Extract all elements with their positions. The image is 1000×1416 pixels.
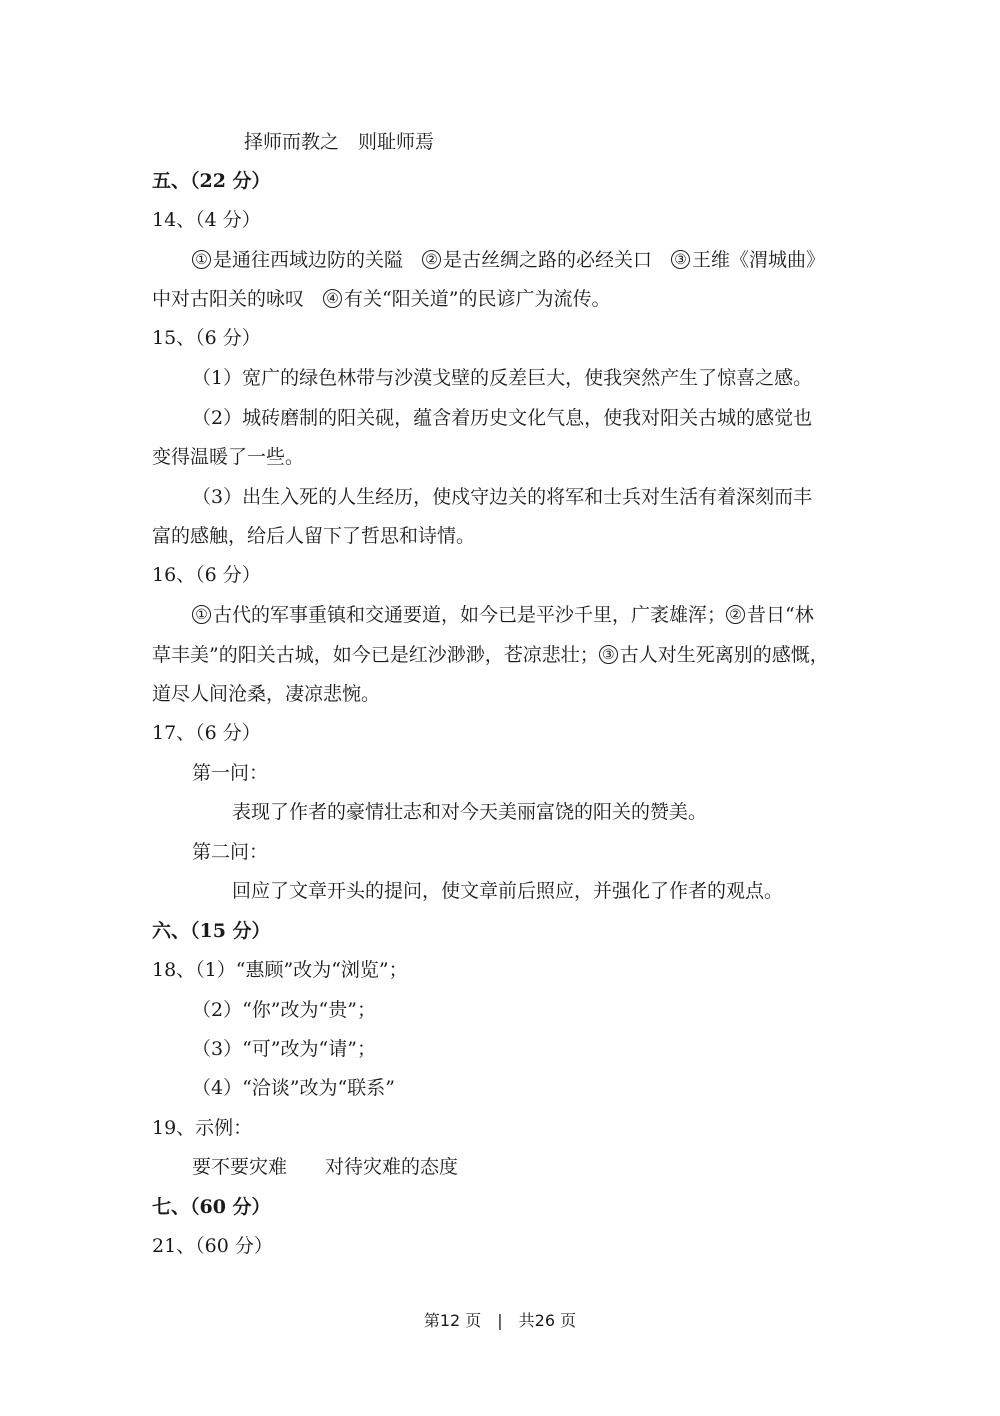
question-16-answer-line-1: ① 古代的军事重镇和交通要道，如今已是平沙千里，广袤雄浑； ② 昔日“林 <box>192 602 814 628</box>
section-five-heading: 五、（22 分） <box>152 170 271 192</box>
question-15-answer-2b: 变得温暖了一些。 <box>152 446 305 468</box>
question-15-answer-2a: （2）城砖磨制的阳关砚，蕴含着历史文化气息，使我对阳关古城的感觉也 <box>192 407 813 429</box>
question-19-answer: 要不要灾难 对待灾难的态度 <box>192 1156 459 1178</box>
question-15-answer-3a: （3）出生入死的人生经历，使戍守边关的将军和士兵对生活有着深刻而丰 <box>192 486 813 508</box>
question-18-answer-4: （4）“洽谈”改为“联系” <box>192 1077 395 1099</box>
question-18-answer-1: 18、（1）“惠顾”改为“浏览”； <box>152 959 408 981</box>
question-17-part-2-answer: 回应了文章开头的提问，使文章前后照应，并强化了作者的观点。 <box>232 880 784 902</box>
question-15-heading: 15、（6 分） <box>152 327 261 349</box>
circled-number: ② <box>726 605 745 624</box>
question-14-answer-line-1: ① 是通往西域边防的关隘 ② 是古丝绸之路的必经关口 ③ 王维《渭城曲》 <box>192 247 825 273</box>
question-21-heading: 21、（60 分） <box>152 1235 273 1257</box>
question-18-answer-2: （2）“你”改为“贵”； <box>192 999 376 1021</box>
circled-number: ③ <box>671 250 690 269</box>
question-17-heading: 17、（6 分） <box>152 722 261 744</box>
question-17-part-2-label: 第二问： <box>192 841 269 863</box>
page-footer: 第12 页 | 共26 页 <box>423 1311 577 1330</box>
circled-number: ① <box>192 605 211 624</box>
question-15-answer-1: （1）宽广的绿色林带与沙漠戈壁的反差巨大，使我突然产生了惊喜之感。 <box>192 367 813 389</box>
question-14-heading: 14、（4 分） <box>152 209 261 231</box>
question-16-answer-line-3: 道尽人间沧桑，凄凉悲惋。 <box>152 683 381 705</box>
circled-number: ② <box>422 250 441 269</box>
question-16-answer-line-2: 草丰美”的阳关古城，如今已是红沙渺渺，苍凉悲壮； ③ 古人对生死离别的感慨， <box>152 644 829 666</box>
section-six-heading: 六、（15 分） <box>152 920 271 942</box>
question-17-part-1-answer: 表现了作者的豪情壮志和对今天美丽富饶的阳关的赞美。 <box>232 801 708 823</box>
quote-line: 择师而教之 则耻师焉 <box>244 131 435 153</box>
circled-number: ④ <box>323 289 342 308</box>
circled-number: ① <box>192 250 211 269</box>
question-14-answer-line-2: 中对古阳关的咏叹 ④ 有关“阳关道”的民谚广为流传。 <box>152 288 611 310</box>
question-18-answer-3: （3）“可”改为“请”； <box>192 1038 376 1060</box>
question-16-heading: 16、（6 分） <box>152 564 261 586</box>
question-15-answer-3b: 富的感触，给后人留下了哲思和诗情。 <box>152 525 476 547</box>
circled-number: ③ <box>599 645 618 664</box>
question-17-part-1-label: 第一问： <box>192 762 269 784</box>
section-seven-heading: 七、（60 分） <box>152 1196 271 1218</box>
question-19-heading: 19、示例： <box>152 1117 253 1139</box>
